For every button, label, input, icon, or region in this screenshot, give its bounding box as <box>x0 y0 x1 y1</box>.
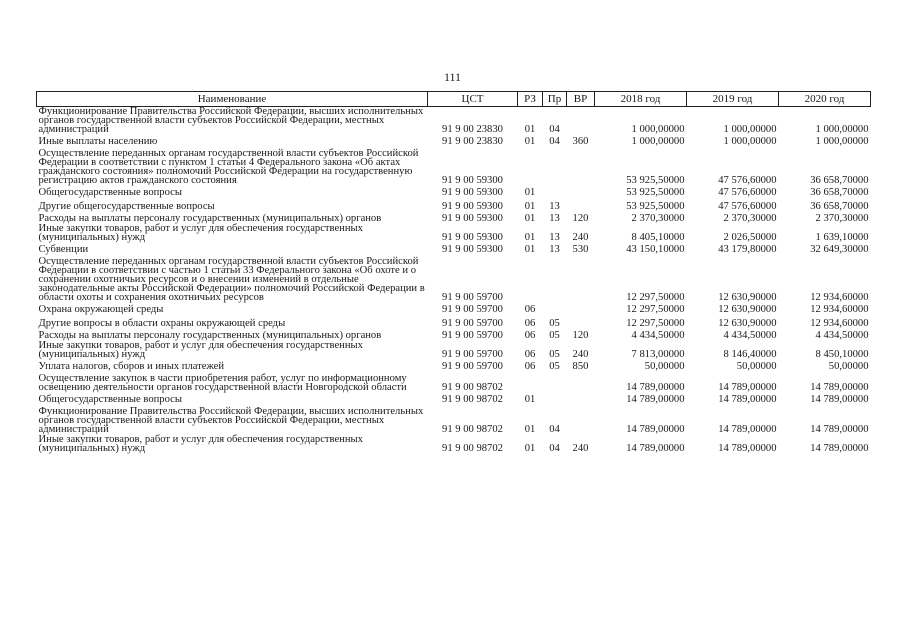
row-vr <box>567 200 595 214</box>
row-rz: 01 <box>524 136 536 147</box>
row-name: Осуществление закупок в части приобретения работ, услуг по информационному освещению деятельности органов государственной власти Новгородской области <box>38 373 407 393</box>
row-rz: 01 <box>524 124 536 135</box>
table-row <box>37 341 871 360</box>
row-value-2019: 43 179,80000 <box>718 244 777 255</box>
row-cst: 91 9 00 59300 <box>442 232 503 243</box>
row-name: Иные закупки товаров, работ и услуг для обеспечения государственных (муниципальных) нужд <box>38 223 363 243</box>
row-vr: 360 <box>572 136 589 147</box>
row-pr: 04 <box>549 443 560 454</box>
row-value-2020: 12 934,60000 <box>810 304 869 315</box>
row-value-2020: 1 000,00000 <box>815 124 869 135</box>
row-cst: 91 9 00 59700 <box>442 330 503 341</box>
row-value-2020: 14 789,00000 <box>810 394 869 405</box>
row-rz: 01 <box>524 394 536 405</box>
row-value-2020: 12 934,60000 <box>810 292 869 303</box>
row-vr <box>567 186 595 200</box>
row-value-2018: 50,00000 <box>644 361 685 372</box>
row-value-2020: 32 649,30000 <box>810 244 869 255</box>
table-row <box>37 407 871 435</box>
row-pr: 13 <box>549 213 560 224</box>
row-vr: 240 <box>572 349 589 360</box>
row-value-2018: 8 405,10000 <box>631 232 685 243</box>
row-cst: 91 9 00 59300 <box>442 201 503 212</box>
header-2018: 2018 год <box>595 92 687 107</box>
row-rz <box>518 149 543 186</box>
row-pr <box>543 257 567 303</box>
row-cst: 91 9 00 98702 <box>442 394 503 405</box>
row-cst: 91 9 00 59300 <box>442 213 503 224</box>
row-value-2018: 12 297,50000 <box>626 318 685 329</box>
row-vr <box>567 317 595 331</box>
row-value-2018: 14 789,00000 <box>626 424 685 435</box>
row-name: Расходы на выплаты персоналу государственных (муниципальных) органов <box>38 213 382 224</box>
row-value-2020: 1 000,00000 <box>815 136 869 147</box>
row-name: Общегосударственные вопросы <box>38 394 182 405</box>
table-row <box>37 107 871 136</box>
row-pr: 05 <box>549 349 560 360</box>
row-vr: 530 <box>572 244 589 255</box>
row-value-2019: 47 576,60000 <box>718 175 777 186</box>
row-value-2019: 2 026,50000 <box>723 232 777 243</box>
row-value-2018: 12 297,50000 <box>626 304 685 315</box>
table-row <box>37 200 871 214</box>
row-pr: 04 <box>549 136 560 147</box>
row-name: Функционирование Правительства Российской Федерации, высших исполнительных органов государственной власти субъектов Российской Федерации, местных администраций <box>38 406 424 435</box>
row-value-2018: 43 150,10000 <box>626 244 685 255</box>
table-row <box>37 149 871 186</box>
row-value-2018: 7 813,00000 <box>631 349 685 360</box>
row-cst: 91 9 00 98702 <box>442 382 503 393</box>
row-value-2018: 53 925,50000 <box>626 187 685 198</box>
row-value-2020: 8 450,10000 <box>815 349 869 360</box>
row-cst: 91 9 00 59700 <box>442 304 503 315</box>
row-value-2018: 14 789,00000 <box>626 443 685 454</box>
row-value-2019: 12 630,90000 <box>718 318 777 329</box>
row-value-2018: 53 925,50000 <box>626 201 685 212</box>
header-vr: ВР <box>567 92 595 107</box>
row-rz: 06 <box>524 361 536 372</box>
table-row <box>37 257 871 303</box>
row-value-2020: 2 370,30000 <box>815 213 869 224</box>
header-name: Наименование <box>37 92 428 107</box>
row-pr: 13 <box>549 244 560 255</box>
header-2020: 2020 год <box>779 92 871 107</box>
header-rz: РЗ <box>518 92 543 107</box>
header-cst: ЦСТ <box>428 92 518 107</box>
table-row <box>37 317 871 331</box>
row-value-2019: 1 000,00000 <box>723 124 777 135</box>
row-vr: 240 <box>572 232 589 243</box>
row-value-2019: 14 789,00000 <box>718 382 777 393</box>
row-vr <box>567 257 595 303</box>
row-value-2019: 12 630,90000 <box>718 304 777 315</box>
table-row <box>37 374 871 393</box>
row-value-2020: 50,00000 <box>828 361 869 372</box>
row-pr <box>543 374 567 393</box>
row-pr: 04 <box>549 124 560 135</box>
table-header-row <box>37 92 871 107</box>
row-value-2019: 4 434,50000 <box>723 330 777 341</box>
row-value-2019: 47 576,60000 <box>718 187 777 198</box>
row-rz: 01 <box>524 424 536 435</box>
row-rz: 01 <box>524 232 536 243</box>
row-pr: 05 <box>549 318 560 329</box>
table-row <box>37 303 871 317</box>
row-name: Расходы на выплаты персоналу государственных (муниципальных) органов <box>38 330 382 341</box>
row-value-2020: 36 658,70000 <box>810 187 869 198</box>
row-cst: 91 9 00 59300 <box>442 187 503 198</box>
row-value-2019: 12 630,90000 <box>718 292 777 303</box>
row-pr: 05 <box>549 330 560 341</box>
row-name: Осуществление переданных органам государственной власти субъектов Российской Федерации в соответствии с частью 1 статьи 33 Федерального закона «Об охоте и о сохранении охотничьих ресурсов и о внесении изменений в отдельные законодательные акты Российской Федерации» полномочий Российской Федерации в области охоты и сохранения охотничьих ресурсов <box>38 256 425 303</box>
row-name: Другие общегосударственные вопросы <box>38 201 215 212</box>
row-cst: 91 9 00 59700 <box>442 361 503 372</box>
table-row <box>37 135 871 149</box>
table-row <box>37 243 871 257</box>
row-name: Иные закупки товаров, работ и услуг для обеспечения государственных (муниципальных) нужд <box>38 340 363 360</box>
row-vr: 240 <box>572 443 589 454</box>
row-vr <box>567 303 595 317</box>
row-rz: 01 <box>524 187 536 198</box>
row-cst: 91 9 00 23830 <box>442 124 503 135</box>
page-number: 111 <box>443 70 462 84</box>
table-body <box>37 107 871 455</box>
row-rz: 06 <box>524 330 536 341</box>
row-rz: 01 <box>524 201 536 212</box>
row-pr: 04 <box>549 424 560 435</box>
row-rz: 01 <box>524 443 536 454</box>
row-vr: 120 <box>572 213 589 224</box>
table-row <box>37 435 871 454</box>
row-value-2019: 2 370,30000 <box>723 213 777 224</box>
row-vr <box>567 393 595 407</box>
row-value-2019: 1 000,00000 <box>723 136 777 147</box>
row-name: Охрана окружающей среды <box>38 304 164 315</box>
row-cst: 91 9 00 59700 <box>442 292 503 303</box>
table-row <box>37 224 871 243</box>
row-pr: 13 <box>549 232 560 243</box>
row-value-2020: 4 434,50000 <box>815 330 869 341</box>
row-rz: 06 <box>524 304 536 315</box>
table-row <box>37 360 871 374</box>
row-value-2019: 14 789,00000 <box>718 394 777 405</box>
row-cst: 91 9 00 59700 <box>442 318 503 329</box>
budget-table <box>36 91 871 454</box>
row-name: Иные выплаты населению <box>38 136 158 147</box>
row-value-2019: 14 789,00000 <box>718 424 777 435</box>
row-name: Другие вопросы в области охраны окружающей среды <box>38 318 286 329</box>
row-value-2018: 14 789,00000 <box>626 382 685 393</box>
row-pr <box>543 149 567 186</box>
row-cst: 91 9 00 59700 <box>442 349 503 360</box>
row-cst: 91 9 00 59300 <box>442 175 503 186</box>
row-vr: 120 <box>572 330 589 341</box>
row-value-2018: 1 000,00000 <box>631 136 685 147</box>
row-rz <box>518 257 543 303</box>
row-cst: 91 9 00 98702 <box>442 424 503 435</box>
row-pr: 13 <box>549 201 560 212</box>
row-value-2019: 47 576,60000 <box>718 201 777 212</box>
row-cst: 91 9 00 98702 <box>442 443 503 454</box>
row-vr: 850 <box>572 361 589 372</box>
row-value-2020: 14 789,00000 <box>810 443 869 454</box>
row-cst: 91 9 00 23830 <box>442 136 503 147</box>
row-value-2018: 2 370,30000 <box>631 213 685 224</box>
row-vr <box>567 374 595 393</box>
row-vr <box>567 107 595 136</box>
table-row <box>37 186 871 200</box>
row-value-2020: 36 658,70000 <box>810 201 869 212</box>
row-value-2020: 12 934,60000 <box>810 318 869 329</box>
row-name: Функционирование Правительства Российской Федерации, высших исполнительных органов государственной власти субъектов Российской Федерации, местных администраций <box>38 106 424 135</box>
row-value-2020: 1 639,10000 <box>815 232 869 243</box>
row-vr <box>567 407 595 435</box>
row-name: Иные закупки товаров, работ и услуг для обеспечения государственных (муниципальных) нужд <box>38 434 363 454</box>
row-value-2018: 14 789,00000 <box>626 394 685 405</box>
row-rz: 06 <box>524 349 536 360</box>
row-rz: 06 <box>524 318 536 329</box>
row-name: Осуществление переданных органам государственной власти субъектов Российской Федерации в соответствии с пунктом 1 статьи 4 Федерального закона «Об актах гражданского состояния» полномочий Российской Федерации на государственную регистрацию актов гражданского состояния <box>38 148 419 186</box>
row-value-2019: 8 146,40000 <box>723 349 777 360</box>
row-value-2018: 4 434,50000 <box>631 330 685 341</box>
table-row <box>37 393 871 407</box>
header-pr: Пр <box>543 92 567 107</box>
row-vr <box>567 149 595 186</box>
header-2019: 2019 год <box>687 92 779 107</box>
row-pr <box>543 303 567 317</box>
row-value-2019: 50,00000 <box>736 361 777 372</box>
row-rz <box>518 374 543 393</box>
row-cst: 91 9 00 59300 <box>442 244 503 255</box>
row-name: Субвенции <box>38 244 89 255</box>
row-name: Общегосударственные вопросы <box>38 187 182 198</box>
row-value-2020: 14 789,00000 <box>810 424 869 435</box>
row-pr: 05 <box>549 361 560 372</box>
row-name: Уплата налогов, сборов и иных платежей <box>38 361 225 372</box>
row-value-2018: 53 925,50000 <box>626 175 685 186</box>
row-pr <box>543 393 567 407</box>
row-rz: 01 <box>524 244 536 255</box>
row-value-2018: 1 000,00000 <box>631 124 685 135</box>
row-value-2020: 14 789,00000 <box>810 382 869 393</box>
row-pr <box>543 186 567 200</box>
row-value-2019: 14 789,00000 <box>718 443 777 454</box>
row-value-2018: 12 297,50000 <box>626 292 685 303</box>
row-value-2020: 36 658,70000 <box>810 175 869 186</box>
row-rz: 01 <box>524 213 536 224</box>
